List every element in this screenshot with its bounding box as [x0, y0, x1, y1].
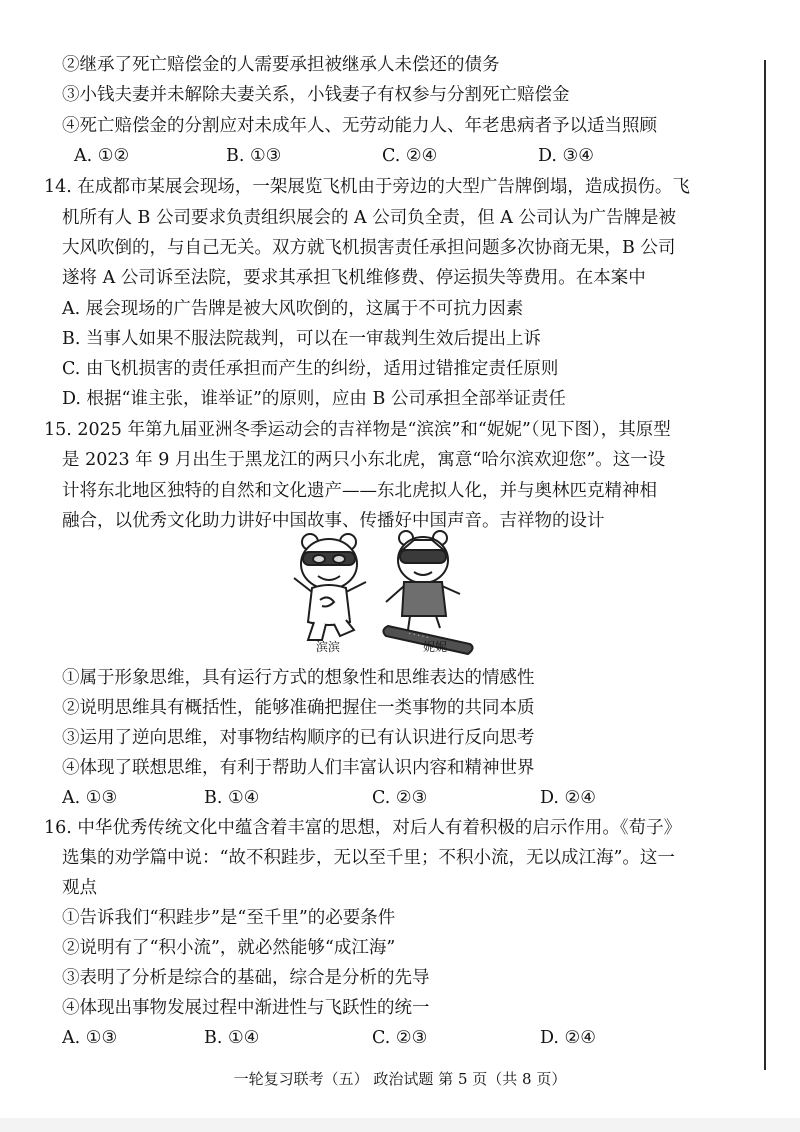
q14-option-a: A. 展会现场的广告牌是被大风吹倒的，这属于不可抗力因素 [62, 299, 524, 319]
q15-option-c: C. ②③ [372, 788, 428, 808]
scan-edge [0, 1118, 800, 1132]
q14-stem-line-1: 14. 在成都市某展会现场，一架展览飞机由于旁边的大型广告牌倒塌，造成损伤。飞 [44, 177, 690, 197]
q15-statement-1: ①属于形象思维，具有运行方式的想象性和思维表达的情感性 [62, 668, 535, 688]
q15-statement-4: ④体现了联想思维，有利于帮助人们丰富认识内容和精神世界 [62, 758, 535, 778]
q14-option-d: D. 根据“谁主张，谁举证”的原则，应由 B 公司承担全部举证责任 [62, 389, 566, 409]
q16-statement-3: ③表明了分析是综合的基础，综合是分析的先导 [62, 968, 430, 988]
q15-statement-3: ③运用了逆向思维，对事物结构顺序的已有认识进行反向思考 [62, 728, 535, 748]
q15-stem-line-1: 15. 2025 年第九届亚洲冬季运动会的吉祥物是“滨滨”和“妮妮”（见下图），其原型 [44, 420, 671, 440]
q16-option-a: A. ①③ [62, 1028, 118, 1048]
q14-stem-line-3: 大风吹倒的，与自己无关。双方就飞机损害责任承担问题多次协商无果，B 公司 [62, 238, 676, 258]
q15-stem-line-3: 计将东北地区独特的自然和文化遗产——东北虎拟人化，并与奥林匹克精神相 [62, 481, 657, 501]
binbin-mascot [294, 534, 366, 640]
q16-statement-1: ①告诉我们“积跬步”是“至千里”的必要条件 [62, 908, 396, 928]
q13-option-c: C. ②④ [382, 146, 438, 166]
q16-statement-2: ②说明有了“积小流”，就必然能够“成江海” [62, 938, 396, 958]
q15-option-a: A. ①③ [62, 788, 118, 808]
q16-option-b: B. ①④ [204, 1028, 260, 1048]
q13-option-a: A. ①② [74, 146, 130, 166]
q16-statement-4: ④体现出事物发展过程中渐进性与飞跃性的统一 [62, 998, 430, 1018]
caption-binbin: 滨滨 [316, 640, 341, 654]
q16-stem-line-2: 选集的劝学篇中说：“故不积跬步，无以至千里；不积小流，无以成江海”。这一 [62, 848, 675, 868]
q16-stem-line-3: 观点 [62, 878, 97, 898]
q14-stem-line-2: 机所有人 B 公司要求负责组织展会的 A 公司负全责，但 A 公司认为广告牌是被 [62, 208, 677, 228]
q15-stem-line-2: 是 2023 年 9 月出生于黑龙江的两只小东北虎，寓意“哈尔滨欢迎您”。这一设 [62, 450, 666, 470]
q13-option-b: B. ①③ [226, 146, 282, 166]
q15-statement-2: ②说明思维具有概括性，能够准确把握住一类事物的共同本质 [62, 698, 535, 718]
q13-option-d: D. ③④ [538, 146, 594, 166]
margin-rule [764, 60, 766, 1070]
q16-option-c: C. ②③ [372, 1028, 428, 1048]
q16-option-d: D. ②④ [540, 1028, 596, 1048]
q15-option-d: D. ②④ [540, 788, 596, 808]
q14-option-c: C. 由飞机损害的责任承担而产生的纠纷，适用过错推定责任原则 [62, 359, 559, 379]
caption-nini: 妮妮 [423, 640, 448, 654]
q13-statement-3: ③小钱夫妻并未解除夫妻关系，小钱妻子有权参与分割死亡赔偿金 [62, 85, 570, 105]
q13-statement-4: ④死亡赔偿金的分割应对未成年人、无劳动能力人、年老患病者予以适当照顾 [62, 116, 657, 136]
q16-stem-line-1: 16. 中华优秀传统文化中蕴含着丰富的思想，对后人有着积极的启示作用。《荀子》 [44, 818, 682, 838]
page-footer: 一轮复习联考（五） 政治试题 第 5 页（共 8 页） [233, 1070, 567, 1088]
q15-option-b: B. ①④ [204, 788, 260, 808]
q13-statement-2: ②继承了死亡赔偿金的人需要承担被继承人未偿还的债务 [62, 55, 500, 75]
q14-stem-line-4: 遂将 A 公司诉至法院，要求其承担飞机维修费、停运损失等费用。在本案中 [62, 268, 646, 288]
q15-stem-line-4: 融合，以优秀文化助力讲好中国故事、传播好中国声音。吉祥物的设计 [62, 511, 605, 531]
nini-mascot [383, 531, 472, 654]
svg-text:· · · · ·: · · · · · [407, 629, 430, 642]
q14-option-b: B. 当事人如果不服法院裁判，可以在一审裁判生效后提出上诉 [62, 329, 541, 349]
